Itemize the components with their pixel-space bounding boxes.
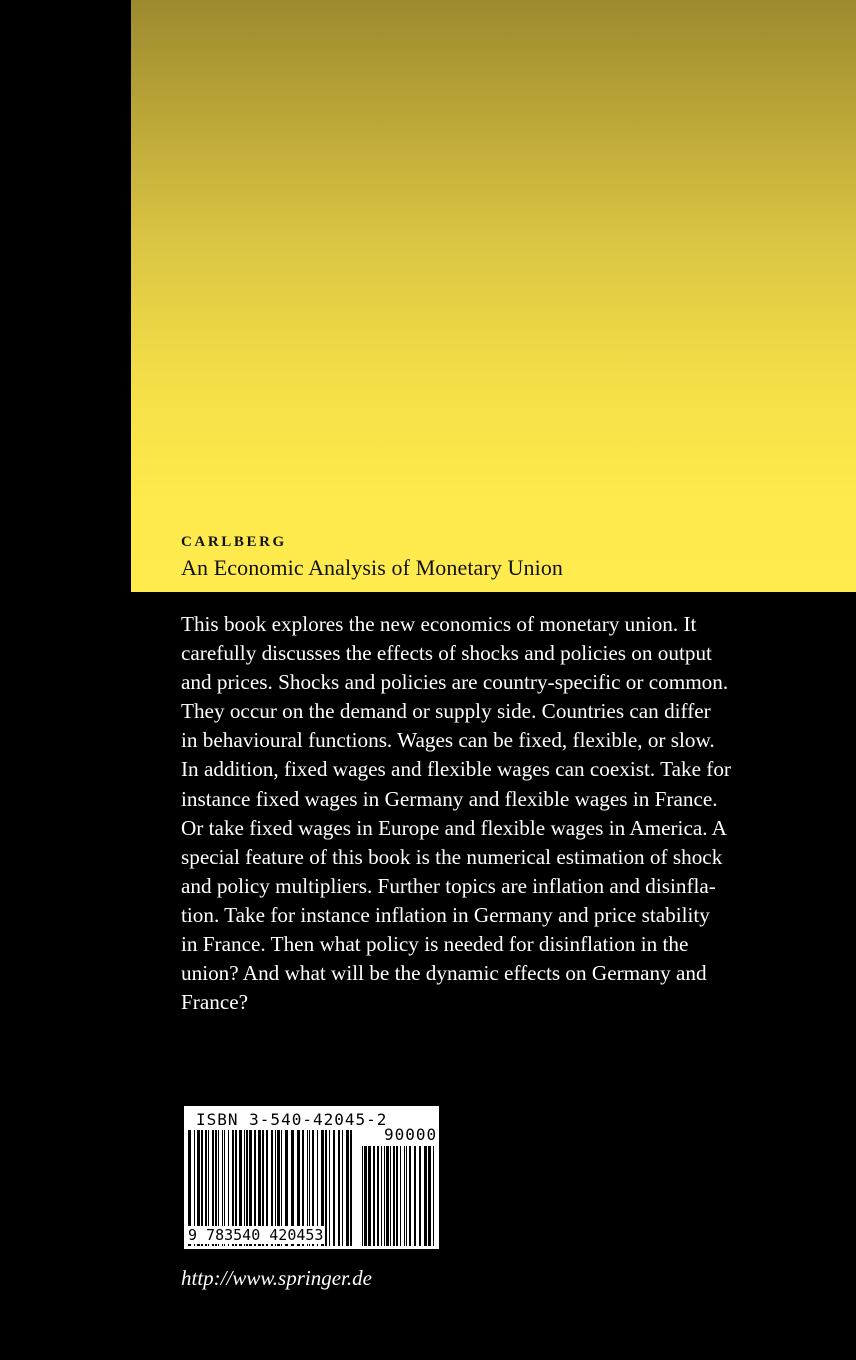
barcode-bar xyxy=(329,1130,330,1246)
barcode-bar xyxy=(396,1146,398,1246)
barcode-bar xyxy=(433,1146,434,1246)
description-line: France? xyxy=(181,990,249,1015)
barcode-bar xyxy=(414,1146,416,1246)
author-name: CARLBERG xyxy=(181,534,287,550)
ean-digits: 9 783540 420453 xyxy=(188,1226,324,1244)
barcode-bar xyxy=(338,1130,340,1246)
description-line: This book explores the new economics of monetary union. It xyxy=(181,612,697,636)
description-line: and policy multipliers. Further topics are inflation and disinfla- xyxy=(181,873,716,898)
description-line: union? And what will be the dynamic effects on Germany and xyxy=(181,961,707,986)
description-line: carefully discusses the effects of shocks and policies on output xyxy=(181,641,712,666)
barcode-bar xyxy=(368,1146,371,1246)
publisher-url[interactable]: http://www.springer.de xyxy=(181,1266,372,1290)
barcode-bar xyxy=(390,1146,391,1246)
barcode-bar xyxy=(364,1146,367,1246)
barcode-bar xyxy=(424,1146,427,1246)
barcode-bar xyxy=(373,1146,375,1246)
spine-strip xyxy=(0,0,131,1360)
barcode-bar xyxy=(409,1146,411,1246)
description-line: tion. Take for instance inflation in Germany and price stability xyxy=(181,902,710,927)
barcode-bar xyxy=(400,1146,401,1246)
barcode-bar xyxy=(381,1146,382,1246)
barcode-bar xyxy=(384,1146,385,1246)
cover-color-panel xyxy=(131,0,856,592)
barcode-bar xyxy=(333,1130,335,1246)
barcode-bar xyxy=(362,1146,363,1246)
description-line: In addition, fixed wages and flexible wages can coexist. Take for xyxy=(181,757,731,782)
barcode-bar xyxy=(393,1146,395,1246)
barcode-bar xyxy=(377,1146,379,1246)
barcode-bar xyxy=(406,1146,407,1246)
description-line: in behavioural functions. Wages can be fixed, flexible, or slow. xyxy=(181,728,715,753)
description-line: They occur on the demand or supply side. Countries can differ xyxy=(181,699,711,724)
description-line: special feature of this book is the numerical estimation of shock xyxy=(181,844,723,869)
barcode-bar xyxy=(404,1146,405,1246)
description-line: in France. Then what policy is needed for disinflation in the xyxy=(181,932,689,957)
barcode-bar xyxy=(419,1146,421,1246)
book-title: An Economic Analysis of Monetary Union xyxy=(181,555,564,580)
barcode-bar xyxy=(342,1130,343,1246)
barcode-bar xyxy=(428,1146,431,1246)
isbn-barcode xyxy=(184,1106,439,1249)
barcode-bar xyxy=(386,1146,389,1246)
barcode-bar xyxy=(350,1130,352,1246)
isbn-number: ISBN 3-540-42045-2 xyxy=(196,1110,388,1129)
description-line: instance fixed wages in Germany and flexible wages in France. xyxy=(181,786,718,811)
description-line: Or take fixed wages in Europe and flexible wages in America. A xyxy=(181,815,727,840)
book-description xyxy=(181,610,791,1017)
description-line: and prices. Shocks and policies are country-specific or common. xyxy=(181,670,729,695)
price-code: 90000 xyxy=(384,1125,438,1144)
barcode-bar xyxy=(346,1130,349,1246)
